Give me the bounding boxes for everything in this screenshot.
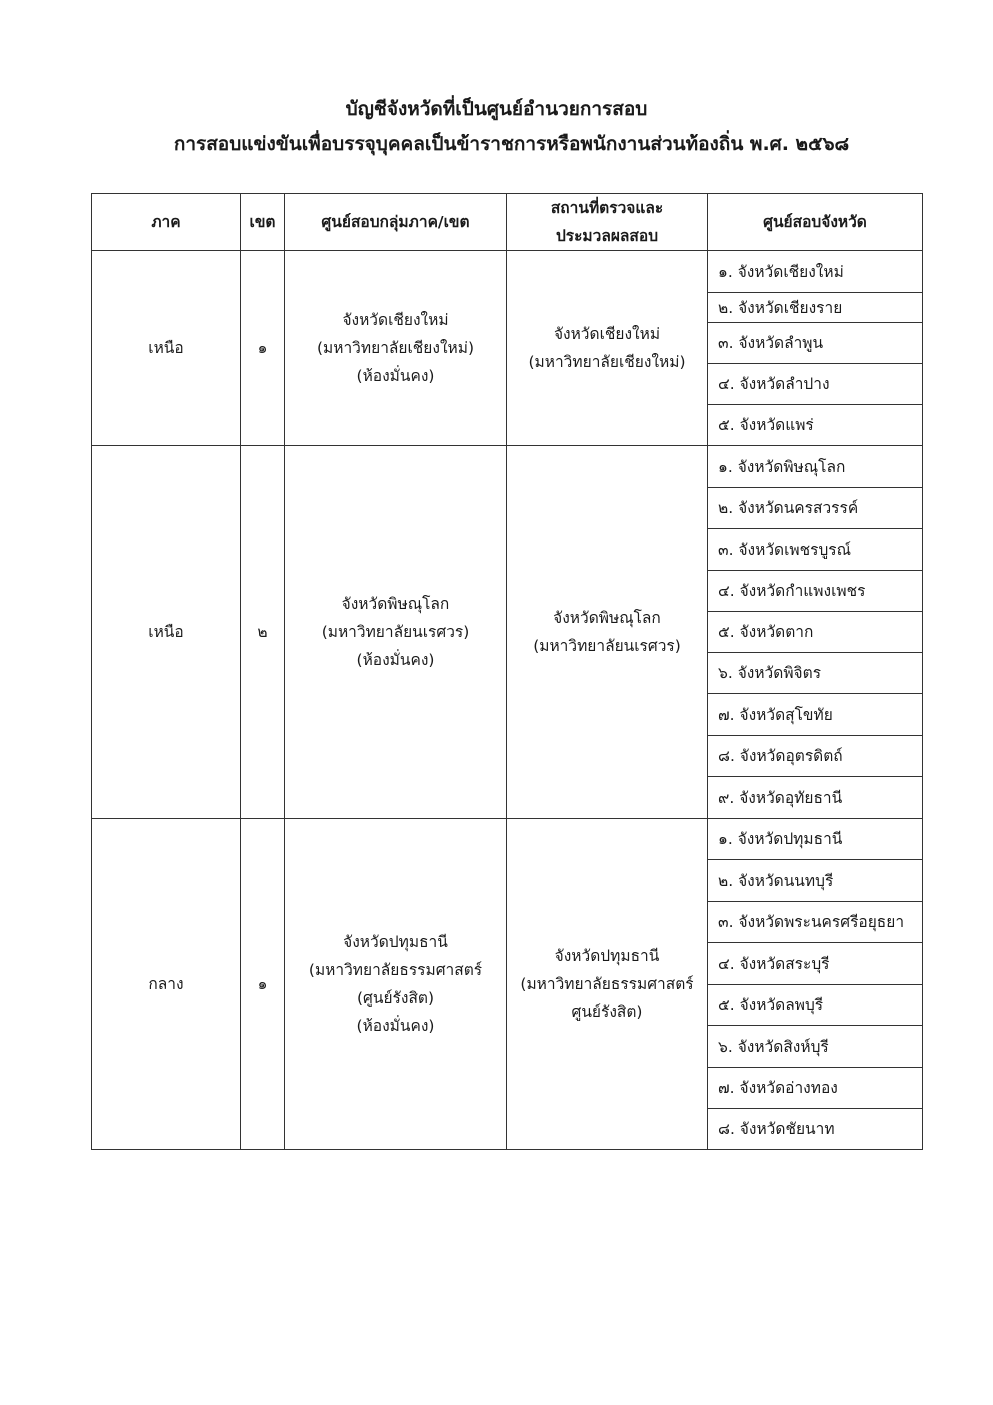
grading-location-line: ศูนย์รังสิต) bbox=[571, 1003, 643, 1021]
province-cell: ๘. จังหวัดชัยนาท bbox=[708, 1109, 923, 1150]
header-region: ภาค bbox=[92, 194, 241, 251]
table-row bbox=[92, 251, 923, 293]
province-cell: ๒. จังหวัดเชียงราย bbox=[708, 293, 923, 323]
group-center-cell bbox=[285, 446, 507, 819]
grading-location-cell bbox=[507, 446, 708, 819]
header-group-center: ศูนย์สอบกลุ่มภาค/เขต bbox=[285, 194, 507, 251]
header-grading-location bbox=[507, 194, 708, 251]
province-cell: ๔. จังหวัดสระบุรี bbox=[708, 943, 923, 985]
grading-location-line: (มหาวิทยาลัยเชียงใหม่) bbox=[528, 353, 686, 371]
table-row bbox=[92, 819, 923, 860]
table-row bbox=[92, 446, 923, 488]
group-center-line: (มหาวิทยาลัยเชียงใหม่) bbox=[317, 339, 474, 357]
group-center-line: จังหวัดปทุมธานี bbox=[343, 933, 448, 951]
group-center-cell bbox=[285, 819, 507, 1150]
group-center-line: (ห้องมั่นคง) bbox=[356, 1017, 435, 1035]
grading-location-line: จังหวัดปทุมธานี bbox=[554, 947, 660, 965]
table-header-row bbox=[92, 194, 923, 251]
province-cell: ๘. จังหวัดอุตรดิตถ์ bbox=[708, 736, 923, 777]
header-grading-line: สถานที่ตรวจและ bbox=[550, 199, 664, 217]
province-cell: ๓. จังหวัดพระนครศรีอยุธยา bbox=[708, 902, 923, 943]
region-cell: กลาง bbox=[92, 819, 241, 1150]
zone-cell: ๒ bbox=[241, 446, 285, 819]
province-cell: ๕. จังหวัดแพร่ bbox=[708, 405, 923, 446]
province-cell: ๖. จังหวัดสิงห์บุรี bbox=[708, 1026, 923, 1068]
province-cell: ๔. จังหวัดลำปาง bbox=[708, 364, 923, 405]
province-cell: ๓. จังหวัดเพชรบูรณ์ bbox=[708, 529, 923, 571]
province-cell: ๓. จังหวัดลำพูน bbox=[708, 323, 923, 364]
document-title: บัญชีจังหวัดที่เป็นศูนย์อำนวยการสอบ bbox=[345, 98, 648, 120]
province-cell: ๕. จังหวัดลพบุรี bbox=[708, 985, 923, 1026]
group-center-line: (ศูนย์รังสิต) bbox=[356, 989, 435, 1007]
province-cell: ๑. จังหวัดพิษณุโลก bbox=[708, 446, 923, 488]
group-center-line: จังหวัดเชียงใหม่ bbox=[342, 311, 449, 329]
table-body bbox=[92, 251, 923, 1150]
province-cell: ๖. จังหวัดพิจิตร bbox=[708, 653, 923, 694]
group-center-line: (ห้องมั่นคง) bbox=[356, 651, 435, 669]
region-cell: เหนือ bbox=[92, 251, 241, 446]
province-cell: ๗. จังหวัดสุโขทัย bbox=[708, 694, 923, 736]
province-cell: ๑. จังหวัดเชียงใหม่ bbox=[708, 251, 923, 293]
grading-location-line: (มหาวิทยาลัยธรรมศาสตร์ bbox=[520, 975, 694, 993]
grading-location-cell bbox=[507, 819, 708, 1150]
region-cell: เหนือ bbox=[92, 446, 241, 819]
zone-cell: ๑ bbox=[241, 251, 285, 446]
group-center-cell bbox=[285, 251, 507, 446]
header-grading-line: ประมวลผลสอบ bbox=[555, 227, 659, 245]
province-cell: ๒. จังหวัดนครสวรรค์ bbox=[708, 488, 923, 529]
province-cell: ๑. จังหวัดปทุมธานี bbox=[708, 819, 923, 860]
province-cell: ๙. จังหวัดอุทัยธานี bbox=[708, 777, 923, 819]
province-cell: ๔. จังหวัดกำแพงเพชร bbox=[708, 571, 923, 612]
grading-location-line: จังหวัดพิษณุโลก bbox=[553, 609, 661, 627]
header-province-center: ศูนย์สอบจังหวัด bbox=[708, 194, 923, 251]
province-cell: ๒. จังหวัดนนทบุรี bbox=[708, 860, 923, 902]
zone-cell: ๑ bbox=[241, 819, 285, 1150]
group-center-line: (มหาวิทยาลัยนเรศวร) bbox=[321, 623, 470, 641]
group-center-line: (ห้องมั่นคง) bbox=[356, 367, 435, 385]
grading-location-line: จังหวัดเชียงใหม่ bbox=[553, 325, 661, 343]
group-center-line: จังหวัดพิษณุโลก bbox=[341, 595, 450, 613]
header-zone: เขต bbox=[241, 194, 285, 251]
province-cell: ๗. จังหวัดอ่างทอง bbox=[708, 1068, 923, 1109]
group-center-line: (มหาวิทยาลัยธรรมศาสตร์ bbox=[308, 961, 483, 979]
exam-center-table bbox=[91, 193, 923, 1150]
document-subtitle: การสอบแข่งขันเพื่อบรรจุบุคคลเป็นข้าราชการหรือพนักงานส่วนท้องถิ่น พ.ศ. ๒๕๖๘ bbox=[173, 133, 850, 155]
grading-location-line: (มหาวิทยาลัยนเรศวร) bbox=[533, 637, 681, 655]
province-cell: ๕. จังหวัดตาก bbox=[708, 612, 923, 653]
grading-location-cell bbox=[507, 251, 708, 446]
